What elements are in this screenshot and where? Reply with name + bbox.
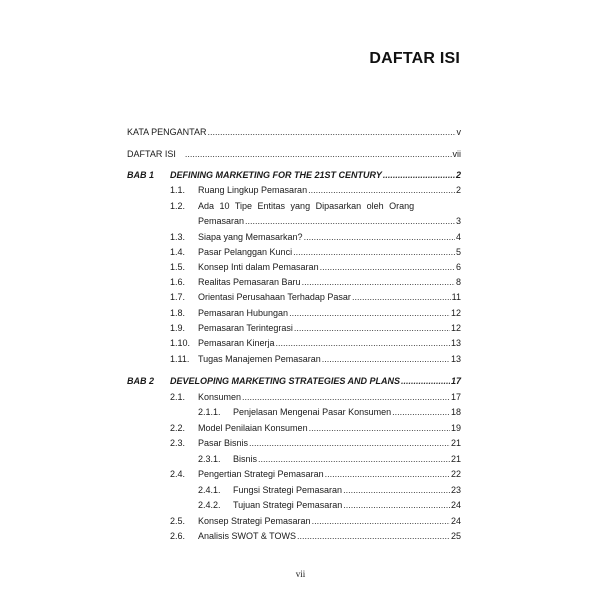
toc-entry-label: Pemasaran [198, 216, 245, 226]
toc-entry-label: Realitas Pemasaran Baru [198, 277, 301, 287]
toc-subsection-number: 2.3.1. [198, 454, 221, 464]
toc-page-number: 5 [455, 247, 461, 257]
toc-page-number: 23 [450, 485, 461, 495]
toc-subsection-number: 2.4.2. [198, 500, 221, 510]
toc-leader-dots [312, 516, 450, 527]
toc-entry-label: Konsumen [198, 392, 242, 402]
toc-section-number: 2.3. [170, 438, 186, 448]
toc-section-number: 2.1. [170, 392, 186, 402]
toc-page-number: 13 [450, 338, 461, 348]
toc-page-number: 21 [450, 438, 461, 448]
toc-section-number: 1.3. [170, 232, 186, 242]
toc-section-number: 1.1. [170, 185, 186, 195]
toc-leader-dots [383, 170, 455, 181]
toc-leader-dots [309, 423, 450, 434]
toc-section-number: 1.4. [170, 247, 186, 257]
toc-page-number: 17 [450, 376, 461, 386]
toc-section-number: 1.10. [170, 338, 191, 348]
toc-chapter-number: BAB 2 [127, 376, 155, 386]
toc-entry-label: Model Penilaian Konsumen [198, 423, 308, 433]
toc-page-number: 24 [450, 500, 461, 510]
toc-entry-2-3[interactable] [170, 436, 461, 449]
toc-leader-dots [258, 454, 450, 465]
toc-page-number: 13 [450, 354, 461, 364]
toc-leader-dots [249, 438, 450, 449]
toc-entry-1-4[interactable] [170, 245, 461, 258]
toc-leader-dots [325, 469, 450, 480]
toc-entry-label: Fungsi Strategi Pemasaran [233, 485, 343, 495]
toc-leader-dots [304, 232, 455, 243]
toc-entry-kata-pengantar[interactable] [127, 125, 461, 138]
toc-page-number: 11 [451, 292, 461, 302]
toc-page-number: 4 [455, 232, 461, 242]
toc-leader-dots [242, 392, 450, 403]
toc-leader-dots [294, 323, 450, 334]
toc-leader-dots [343, 485, 450, 496]
toc-entry-label: Orientasi Perusahaan Terhadap Pasar [198, 292, 351, 302]
toc-section-number: 1.11. [170, 354, 190, 364]
toc-page-number: v [456, 127, 461, 137]
toc-entry-label: Konsep Strategi Pemasaran [198, 516, 311, 526]
toc-page-number: 8 [455, 277, 461, 287]
toc-page-number: vii [452, 149, 461, 159]
toc-entry-label: Bisnis [233, 454, 258, 464]
toc-chapter-1[interactable] [127, 168, 461, 181]
toc-leader-dots [322, 354, 450, 365]
toc-entry-2-1[interactable] [170, 390, 461, 403]
toc-entry-label: Penjelasan Mengenai Pasar Konsumen [233, 407, 392, 417]
toc-page-number: 21 [450, 454, 461, 464]
toc-section-number: 2.6. [170, 531, 186, 541]
toc-leader-dots [343, 500, 450, 511]
toc-entry-label: KATA PENGANTAR [127, 127, 207, 137]
toc-entry-2-2[interactable] [170, 421, 461, 434]
toc-page-number: 6 [455, 262, 461, 272]
toc-entry-2-5[interactable] [170, 514, 461, 527]
toc-page-number: 2 [455, 185, 461, 195]
toc-entry-label: Pasar Bisnis [198, 438, 249, 448]
toc-leader-dots [352, 292, 451, 303]
toc-entry-label: Ada 10 Tipe Entitas yang Dipasarkan oleh Orang [198, 201, 415, 211]
toc-leader-dots [245, 216, 455, 227]
toc-page-number: 2 [455, 170, 461, 180]
toc-page-number: 24 [450, 516, 461, 526]
toc-leader-dots [208, 127, 456, 138]
toc-section-number: 2.2. [170, 423, 186, 433]
page-number-footer: vii [295, 569, 306, 579]
toc-entry-daftar-isi[interactable] [127, 147, 461, 160]
toc-page-number: 22 [450, 469, 461, 479]
toc-subsection-number: 2.1.1. [198, 407, 221, 417]
toc-section-number: 2.5. [170, 516, 186, 526]
toc-leader-dots [276, 338, 450, 349]
toc-entry-2-1-1[interactable] [198, 405, 461, 418]
toc-entry-label: Pemasaran Hubungan [198, 308, 289, 318]
toc-page-number: 12 [450, 323, 461, 333]
toc-entry-label: Pengertian Strategi Pemasaran [198, 469, 324, 479]
toc-entry-label: Konsep Inti dalam Pemasaran [198, 262, 319, 272]
page-title: DAFTAR ISI [369, 50, 460, 67]
toc-entry-label: DAFTAR ISI [127, 149, 176, 159]
toc-entry-label: Tujuan Strategi Pemasaran [233, 500, 343, 510]
toc-leader-dots [401, 376, 450, 387]
toc-entry-label: Analisis SWOT & TOWS [198, 531, 297, 541]
toc-entry-2-6[interactable] [170, 529, 461, 542]
toc-entry-1-7[interactable] [170, 290, 461, 303]
toc-entry-1-2[interactable] [170, 199, 461, 212]
toc-page-number: 12 [450, 308, 461, 318]
toc-entry-1-3[interactable] [170, 230, 461, 243]
toc-entry-label: Tugas Manajemen Pemasaran [198, 354, 321, 364]
toc-leader-dots [185, 149, 452, 160]
toc-page-number: 25 [450, 531, 461, 541]
toc-entry-label: Pemasaran Kinerja [198, 338, 275, 348]
toc-entry-label: Ruang Lingkup Pemasaran [198, 185, 308, 195]
toc-entry-2-4[interactable] [170, 467, 461, 480]
toc-entry-1-9[interactable] [170, 321, 461, 334]
toc-entry-label: Pasar Pelanggan Kunci [198, 247, 293, 257]
toc-chapter-number: BAB 1 [127, 170, 155, 180]
toc-section-number: 1.9. [170, 323, 186, 333]
toc-chapter-2[interactable] [127, 374, 461, 387]
toc-page-number: 3 [455, 216, 461, 226]
toc-page-number: 18 [450, 407, 461, 417]
toc-page-number: 17 [450, 392, 461, 402]
toc-subsection-number: 2.4.1. [198, 485, 221, 495]
toc-entry-2-4-1[interactable] [198, 483, 461, 496]
toc-leader-dots [320, 262, 455, 273]
toc-chapter-title: DEVELOPING MARKETING STRATEGIES AND PLANS [170, 376, 401, 386]
toc-entry-1-10[interactable] [170, 336, 461, 349]
toc-entry-1-8[interactable] [170, 306, 461, 319]
toc-leader-dots [293, 247, 455, 258]
toc-section-number: 1.7. [170, 292, 186, 302]
toc-entry-1-2-cont[interactable] [198, 214, 461, 227]
toc-section-number: 1.5. [170, 262, 186, 272]
toc-entry-1-1[interactable] [170, 183, 461, 196]
toc-leader-dots [302, 277, 455, 288]
toc-entry-1-5[interactable] [170, 260, 461, 273]
toc-leader-dots [308, 185, 455, 196]
toc-leader-dots [297, 531, 450, 542]
toc-entry-2-3-1[interactable] [198, 452, 461, 465]
toc-page-number: 19 [450, 423, 461, 433]
toc-chapter-title: DEFINING MARKETING FOR THE 21ST CENTURY [170, 170, 382, 180]
toc-leader-dots [392, 407, 450, 418]
toc-entry-1-11[interactable] [170, 352, 461, 365]
toc-entry-2-4-2[interactable] [198, 498, 461, 511]
toc-entry-1-6[interactable] [170, 275, 461, 288]
toc-entry-label: Pemasaran Terintegrasi [198, 323, 293, 333]
toc-leader-dots [289, 308, 450, 319]
toc-entry-label: Siapa yang Memasarkan? [198, 232, 303, 242]
toc-section-number: 2.4. [170, 469, 186, 479]
toc-section-number: 1.8. [170, 308, 186, 318]
toc-section-number: 1.6. [170, 277, 186, 287]
toc-section-number: 1.2. [170, 201, 186, 211]
